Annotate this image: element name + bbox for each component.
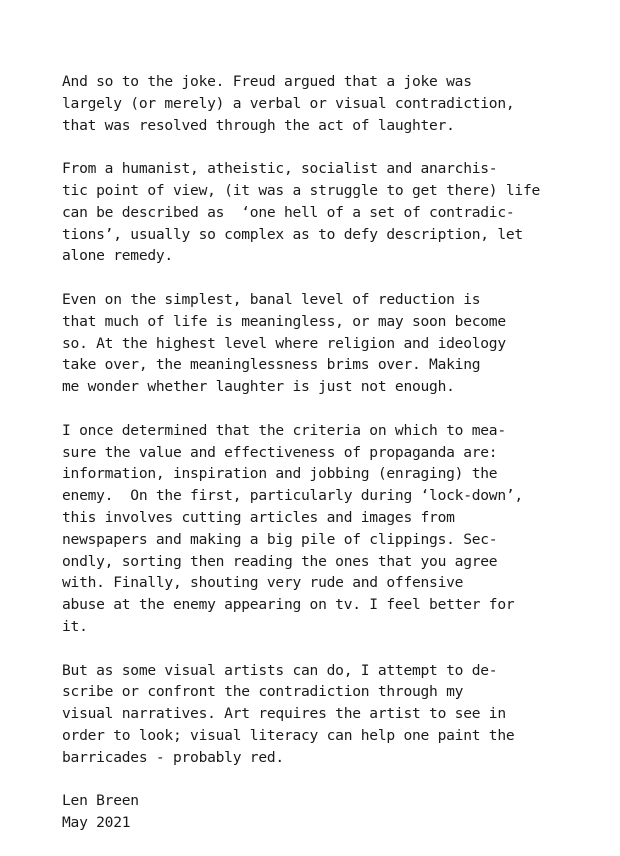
essay-body [62, 71, 562, 856]
text-line: can be described as ‘one hell of a set of contradic- [62, 203, 515, 221]
signature-block [62, 790, 562, 834]
text-line: it. [62, 617, 88, 635]
text-line: But as some visual artists can do, I attempt to de- [62, 661, 498, 679]
text-line: so. At the highest level where religion and ideology [62, 334, 506, 352]
text-line: From a humanist, atheistic, socialist and anarchis- [62, 160, 498, 178]
text-line: information, inspiration and jobbing (enraging) the [62, 465, 498, 483]
text-line: tions’, usually so complex as to defy description, let [62, 225, 523, 243]
text-line: alone remedy. [62, 247, 173, 265]
text-line: take over, the meaninglessness brims over. Making [62, 356, 481, 374]
text-line: scribe or confront the contradiction through my [62, 683, 464, 701]
text-line: ondly, sorting then reading the ones that you agree [62, 552, 498, 570]
paragraph-propaganda [62, 420, 562, 638]
text-line: And so to the joke. Freud argued that a joke was [62, 73, 472, 90]
text-line: that much of life is meaningless, or may soon become [62, 312, 506, 330]
paragraph-visual-artists [62, 660, 562, 769]
text-line: order to look; visual literacy can help one paint the [62, 726, 515, 744]
paragraph-humanist [62, 158, 562, 267]
text-line: tic point of view, (it was a struggle to get there) life [62, 181, 541, 199]
text-line: me wonder whether laughter is just not enough. [62, 378, 455, 396]
text-line: visual narratives. Art requires the artist to see in [62, 705, 506, 723]
text-line: abuse at the enemy appearing on tv. I feel better for [62, 596, 515, 614]
text-line: I once determined that the criteria on which to mea- [62, 421, 506, 439]
text-line: barricades - probably red. [62, 748, 284, 766]
text-line: Even on the simplest, banal level of reduction is [62, 290, 481, 308]
text-line: this involves cutting articles and images from [62, 508, 455, 526]
author-name: Len Breen [62, 792, 139, 810]
paragraph-joke [62, 71, 562, 136]
text-line: newspapers and making a big pile of clippings. Sec- [62, 530, 498, 548]
paragraph-meaningless [62, 289, 562, 398]
signature-date: May 2021 [62, 814, 131, 832]
text-line: enemy. On the first, particularly during ‘lock-down’, [62, 487, 523, 505]
text-line: with. Finally, shouting very rude and offensive [62, 574, 464, 592]
text-line: sure the value and effectiveness of propaganda are: [62, 443, 498, 461]
text-line: largely (or merely) a verbal or visual contradiction, [62, 94, 515, 112]
text-line: that was resolved through the act of laughter. [62, 116, 455, 134]
